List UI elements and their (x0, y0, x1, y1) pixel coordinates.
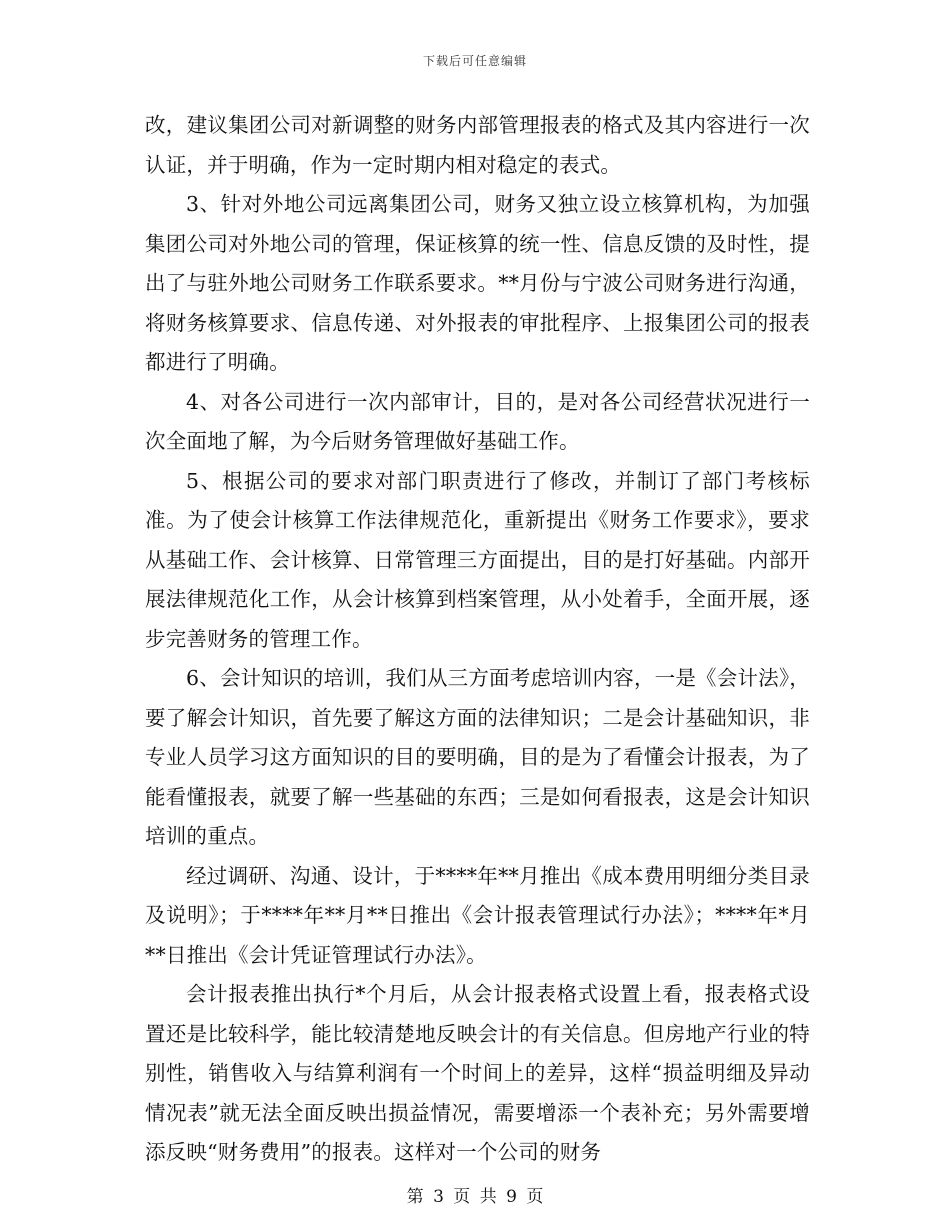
document-body (145, 106, 810, 1173)
paragraph-item-6: 6、会计知识的培训，我们从三方面考虑培训内容，一是《会计法》，要了解会计知识，首先要了解这方面的法律知识；二是会计基础知识，非专业人员学习这方面知识的目的要明确，目的是为了看懂会计报表，为了能看懂报表，就要了解一些基础的东西；三是如何看报表，这是会计知识培训的重点。 (145, 666, 810, 848)
paragraph-continuation: 改，建议集团公司对新调整的财务内部管理报表的格式及其内容进行一次认证，并于明确，作为一定时期内相对稳定的表式。 (145, 113, 810, 177)
paragraph-item-5: 5、根据公司的要求对部门职责进行了修改，并制订了部门考核标准。为了使会计核算工作法律规范化，重新提出《财务工作要求》，要求从基础工作、会计核算、日常管理三方面提出，目的是打好基础。内部开展法律规范化工作，从会计核算到档案管理，从小处着手，全面开展，逐步完善财务的管理工作。 (145, 468, 810, 651)
page-footer: 第 3 页 共 9 页 (406, 1187, 544, 1207)
paragraph-item-4: 4、对各公司进行一次内部审计，目的，是对各公司经营状况进行一次全面地了解，为今后财务管理做好基础工作。 (145, 389, 810, 453)
page-header: 下载后可任意编辑 (422, 54, 527, 68)
paragraph-report-review: 会计报表推出执行*个月后，从会计报表格式设置上看，报表格式设置还是比较科学，能比较清楚地反映会计的有关信息。但房地产行业的特别性，销售收入与结算利润有一个时间上的差异，这样“损益明细及异动情况表”就无法全面反映出损益情况，需要增添一个表补充；另外需要增添反映“财务费用”的报表。这样对一个公司的财务 (145, 982, 810, 1164)
paragraph-research: 经过调研、沟通、设计，于****年**月推出《成本费用明细分类目录及说明》；于****年**月**日推出《会计报表管理试行办法》；****年*月**日推出《会计凭证管理试行办法》。 (145, 863, 810, 967)
paragraph-item-3: 3、针对外地公司远离集团公司，财务又独立设立核算机构，为加强集团公司对外地公司的管理，保证核算的统一性、信息反馈的及时性，提出了与驻外地公司财务工作联系要求。**月份与宁波公司财务进行沟通，将财务核算要求、信息传递、对外报表的审批程序、上报集团公司的报表都进行了明确。 (145, 192, 810, 374)
